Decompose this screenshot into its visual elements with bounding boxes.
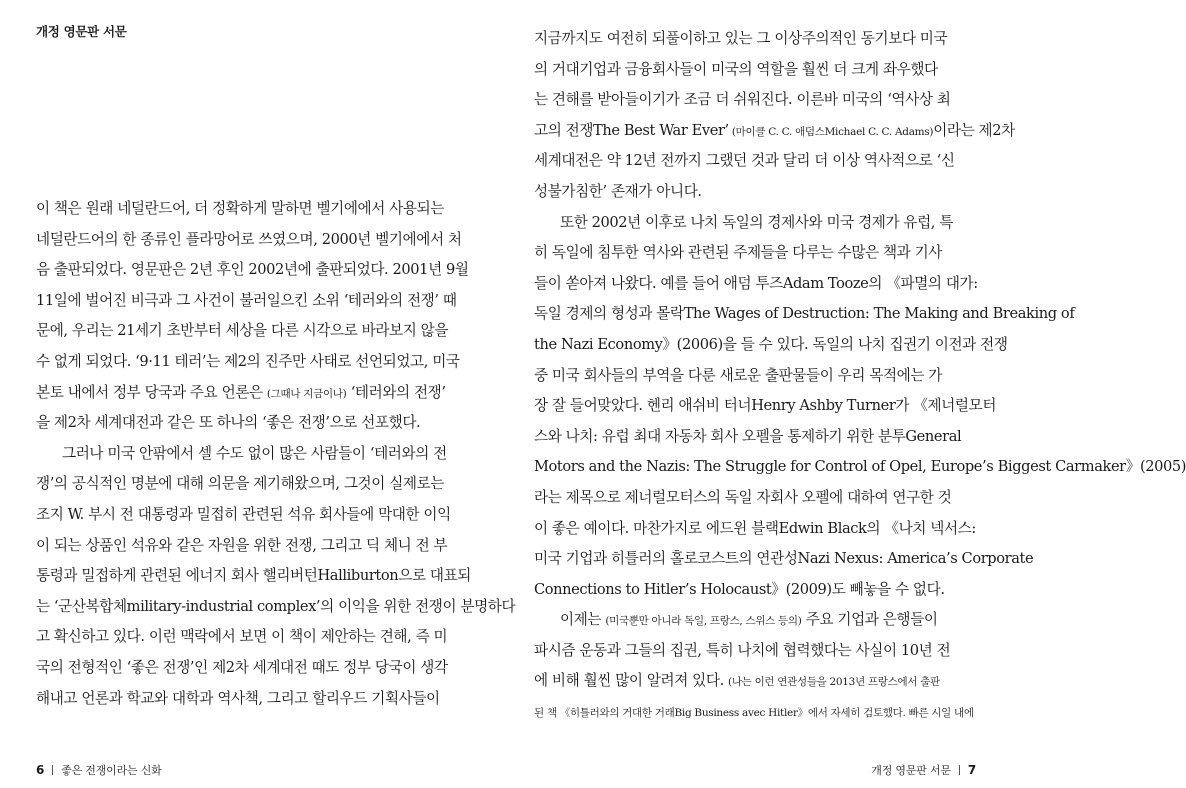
line-text: 중 미국 회사들의 부역을 다룬 새로운 출판물들이 우리 목적에는 가: [534, 366, 942, 384]
line-text: 독일 경제의 형성과 몰락The Wages of Destruction: The Making and Breaking of: [534, 305, 1075, 323]
text-line: [36, 255, 478, 286]
line-text: 이제는: [560, 611, 606, 629]
text-line: [534, 422, 984, 453]
line-text: 해내고 언론과 학교와 대학과 역사책, 그리고 할리우드 기획사들이: [36, 689, 440, 707]
text-line: [36, 622, 478, 653]
line-text: 고의 전쟁The Best War Ever’: [534, 121, 729, 139]
line-text-continued: 주요 기업과 은행들이: [801, 611, 938, 629]
line-text: 그러나 미국 안팎에서 셀 수도 없이 많은 사람들이 ‘테러와의 전: [62, 444, 447, 462]
line-text-continued: ‘테러와의 전쟁’: [346, 383, 446, 401]
text-line: [534, 697, 984, 728]
text-line: [36, 439, 478, 470]
line-text: 수 없게 되었다. ‘9·11 테러’는 제2의 진주만 사태로 선언되었고, 미국: [36, 352, 460, 370]
text-line: [534, 146, 984, 177]
running-head: 개정 영문판 서문: [36, 24, 127, 39]
line-text: 지금까지도 여전히 되풀이하고 있는 그 이상주의적인 동기보다 미국: [534, 30, 948, 47]
text-line: [534, 24, 984, 55]
line-text: 국의 전형적인 ‘좋은 전쟁’인 제2차 세계대전 때도 정부 당국이 생각: [36, 658, 448, 676]
line-text: 을 제2차 세계대전과 같은 또 하나의 ‘좋은 전쟁’으로 선포했다.: [36, 414, 421, 432]
page-number: 6: [36, 763, 45, 777]
line-text: 라는 제목으로 제너럴모터스의 독일 자회사 오펠에 대하여 연구한 것: [534, 488, 952, 506]
text-line: [534, 208, 984, 239]
parenthetical-note: (그때나 지금이나): [266, 387, 347, 400]
right-footer: [871, 762, 976, 778]
line-text: 파시즘 운동과 그들의 집권, 특히 나치에 협력했다는 사실이 10년 전: [534, 641, 951, 659]
text-line: [36, 469, 478, 500]
text-line: [534, 544, 1034, 575]
text-line: [36, 531, 478, 562]
text-line: [534, 391, 997, 422]
line-text: 의 거대기업과 금융회사들이 미국의 역할을 훨씬 더 크게 좌우했다: [534, 60, 938, 78]
line-text: 이 좋은 예이다. 마찬가지로 에드윈 블랙Edwin Black의 《나치 넥서스:: [534, 519, 976, 537]
line-text: 11일에 벌어진 비극과 그 사건이 불러일으킨 소위 ‘테러와의 전쟁’ 때: [36, 291, 457, 309]
line-text: 세계대전은 약 12년 전까지 그랬던 것과 달리 더 이상 역사적으로 ‘신: [534, 152, 955, 170]
page-number: 7: [967, 763, 976, 777]
text-line: [36, 592, 516, 623]
parenthetical-note: (미국뿐만 아니라 독일, 프랑스, 스위스 등의): [605, 615, 802, 628]
line-text: 고 확신하고 있다. 이런 맥락에서 보면 이 책이 제안하는 견해, 즉 미: [36, 628, 448, 646]
line-text: 장 잘 들어맞았다. 헨리 애쉬비 터너Henry Ashby Turner가 《제너럴모터: [534, 397, 997, 415]
text-line: [534, 636, 984, 667]
text-line: [534, 483, 984, 514]
text-line: [36, 653, 478, 684]
text-line: [534, 177, 984, 208]
line-text: 본토 내에서 정부 당국과 주요 언론은: [36, 383, 267, 401]
text-line: [36, 408, 478, 439]
line-text: 히 독일에 침투한 역사와 관련된 주제들을 다루는 수많은 책과 기사: [534, 244, 942, 262]
text-line: [534, 269, 984, 300]
text-line: [534, 55, 984, 86]
line-text: 들이 쏟아져 나왔다. 예를 들어 애덤 투즈Adam Tooze의 《파멸의 대가:: [534, 274, 978, 292]
line-text: 는 견해를 받아들이기가 조금 더 쉬워진다. 이른바 미국의 ‘역사상 최: [534, 91, 951, 109]
footer-divider: [52, 765, 53, 775]
line-text: 에 비해 훨씬 많이 알려져 있다.: [534, 672, 729, 690]
left-page: [0, 0, 516, 788]
parenthetical-note: 된 책 《히틀러와의 거대한 거래Big Business avec Hitler》에서 자세히 검토했다. 빠른 시일 내에: [534, 707, 974, 720]
left-footer: [36, 762, 162, 778]
left-body-text: [36, 194, 516, 714]
text-line: [36, 378, 478, 409]
text-line: [36, 500, 478, 531]
line-text: 이 되는 상품인 석유와 같은 자원을 위한 전쟁, 그리고 딕 체니 전 부: [36, 536, 448, 554]
text-line: [534, 452, 1186, 483]
line-text: the Nazi Economy》(2006)을 들 수 있다. 독일의 나치 집권기 이전과 전쟁: [534, 335, 1008, 353]
line-text: 쟁’의 공식적인 명분에 대해 의문을 제기해왔으며, 그것이 실제로는: [36, 475, 444, 493]
line-text: 스와 나치: 유럽 최대 자동차 회사 오펠을 통제하기 위한 분투General: [534, 427, 962, 445]
text-line: [534, 116, 1015, 147]
text-line: [36, 225, 478, 256]
line-text: 이 책은 원래 네덜란드어, 더 정확하게 말하면 벨기에에서 사용되는: [36, 200, 444, 217]
text-line: [534, 575, 984, 606]
line-text: 는 ‘군산복합체military-industrial complex’의 이익을 위한 전쟁이 분명하다: [36, 597, 516, 615]
line-text: 또한 2002년 이후로 나치 독일의 경제사와 미국 경제가 유럽, 특: [560, 213, 953, 231]
right-body-text: [534, 24, 1186, 728]
book-title: 좋은 전쟁이라는 신화: [61, 764, 162, 777]
text-line: [36, 347, 478, 378]
footer-divider: [959, 765, 960, 775]
text-line: [534, 361, 984, 392]
line-text: 음 출판되었다. 영문판은 2년 후인 2002년에 출판되었다. 2001년 9월: [36, 261, 469, 279]
text-line: [36, 684, 478, 715]
chapter-title: 개정 영문판 서문: [871, 764, 951, 777]
text-line: [534, 238, 984, 269]
line-text: 조지 W. 부시 전 대통령과 밀접히 관련된 석유 회사들에 막대한 이익: [36, 505, 451, 523]
line-text: 통령과 밀접하게 관련된 에너지 회사 핼리버턴Halliburton으로 대표되: [36, 567, 471, 585]
line-text: 문에, 우리는 21세기 초반부터 세상을 다른 시각으로 바라보지 않을: [36, 322, 449, 340]
parenthetical-note: (마이클 C. C. 애덤스Michael C. C. Adams): [728, 125, 934, 138]
text-line: [534, 330, 1008, 361]
parenthetical-note: (나는 이런 연관성들을 2013년 프랑스에서 출판: [728, 676, 940, 689]
text-line: [36, 194, 478, 225]
text-line: [36, 286, 478, 317]
line-text: 네덜란드어의 한 종류인 플라망어로 쓰였으며, 2000년 벨기에에서 처: [36, 230, 462, 248]
text-line: [534, 514, 984, 545]
text-line: [534, 605, 984, 636]
line-text-continued: 이라는 제2차: [933, 121, 1015, 139]
text-line: [534, 666, 984, 697]
line-text: 미국 기업과 히틀러의 홀로코스트의 연관성Nazi Nexus: America’s Corporate: [534, 550, 1034, 568]
text-line: [534, 299, 1075, 330]
text-line: [36, 316, 478, 347]
text-line: [534, 85, 984, 116]
line-text: 성불가침한’ 존재가 아니다.: [534, 182, 702, 200]
line-text: Connections to Hitler’s Holocaust》(2009)도 빼놓을 수 없다.: [534, 580, 945, 598]
right-page: [506, 0, 1186, 788]
line-text: Motors and the Nazis: The Struggle for Control of Opel, Europe’s Biggest Carmaker》(2005): [534, 458, 1186, 476]
text-line: [36, 561, 478, 592]
